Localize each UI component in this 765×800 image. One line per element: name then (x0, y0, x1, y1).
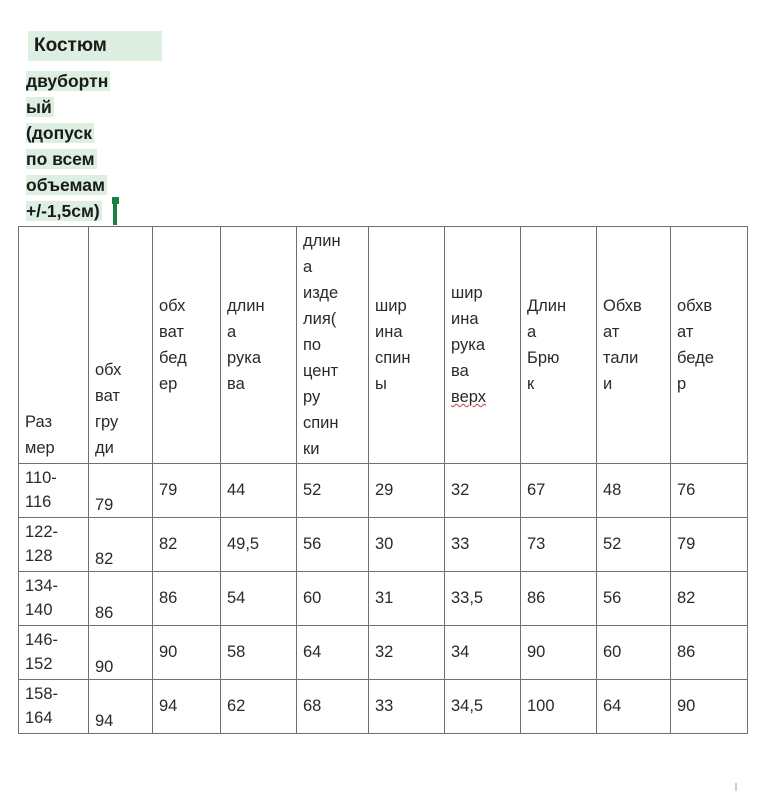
table-row (19, 572, 748, 626)
header-trouser-length: Длин а Брю к (521, 227, 597, 464)
cell-sleeve-width: 32 (445, 464, 521, 518)
cell-sleeve-width: 33 (445, 518, 521, 572)
cell-trouser-length: 86 (521, 572, 597, 626)
cell-hip: 90 (671, 680, 748, 734)
cell-sleeve-width: 34,5 (445, 680, 521, 734)
header-sleeve-width: шир ина рука ва верх (445, 227, 521, 464)
cell-sleeve-width: 34 (445, 626, 521, 680)
cell-size: 134- 140 (19, 572, 89, 626)
cell-trouser-length: 67 (521, 464, 597, 518)
cell-chest: 90 (89, 626, 153, 680)
header-sleeve-length: длин а рука ва (221, 227, 297, 464)
cell-back-width: 31 (369, 572, 445, 626)
cell-back-width: 29 (369, 464, 445, 518)
cell-hip: 82 (671, 572, 748, 626)
description-line: по всем (26, 149, 95, 169)
cell-back-width: 32 (369, 626, 445, 680)
cell-trouser-length: 100 (521, 680, 597, 734)
cell-garment-length: 56 (297, 518, 369, 572)
cell-hip-jacket: 79 (153, 464, 221, 518)
cell-back-width: 30 (369, 518, 445, 572)
cell-size: 158- 164 (19, 680, 89, 734)
header-hip: обхв ат беде р (671, 227, 748, 464)
cell-chest: 86 (89, 572, 153, 626)
cell-sleeve-length: 44 (221, 464, 297, 518)
cell-trouser-length: 90 (521, 626, 597, 680)
description-line: двубортн (26, 71, 109, 91)
cell-hip: 79 (671, 518, 748, 572)
cell-back-width: 33 (369, 680, 445, 734)
description-line: объемам (26, 175, 105, 195)
cell-trouser-length: 73 (521, 518, 597, 572)
cell-sleeve-length: 49,5 (221, 518, 297, 572)
document-title: Костюм (28, 31, 162, 61)
cell-sleeve-width: 33,5 (445, 572, 521, 626)
cell-hip-jacket: 90 (153, 626, 221, 680)
cell-garment-length: 68 (297, 680, 369, 734)
header-sleeve-width-top-word: верх (451, 388, 486, 406)
header-size: Раз мер (19, 227, 89, 464)
header-back-width: шир ина спин ы (369, 227, 445, 464)
table-row (19, 626, 748, 680)
size-table (18, 226, 748, 734)
cell-garment-length: 64 (297, 626, 369, 680)
description-line: ый (26, 97, 52, 117)
cell-hip-jacket: 94 (153, 680, 221, 734)
table-row (19, 518, 748, 572)
cell-garment-length: 52 (297, 464, 369, 518)
description-line: (допуск (26, 123, 92, 143)
cell-waist: 64 (597, 680, 671, 734)
cell-hip-jacket: 82 (153, 518, 221, 572)
cell-sleeve-length: 62 (221, 680, 297, 734)
cell-chest: 79 (89, 464, 153, 518)
table-row (19, 680, 748, 734)
text-cursor-handle[interactable] (113, 197, 117, 225)
cell-waist: 56 (597, 572, 671, 626)
cell-hip: 76 (671, 464, 748, 518)
header-hip-jacket: обх ват бед ер (153, 227, 221, 464)
table-row (19, 464, 748, 518)
header-waist: Обхв ат тали и (597, 227, 671, 464)
cell-waist: 52 (597, 518, 671, 572)
cell-size: 122- 128 (19, 518, 89, 572)
cell-garment-length: 60 (297, 572, 369, 626)
cell-sleeve-length: 58 (221, 626, 297, 680)
cell-hip-jacket: 86 (153, 572, 221, 626)
cell-chest: 94 (89, 680, 153, 734)
header-garment-length: длин а изде лия( по цент ру спин ки (297, 227, 369, 464)
cell-size: 110- 116 (19, 464, 89, 518)
cell-waist: 60 (597, 626, 671, 680)
cell-sleeve-length: 54 (221, 572, 297, 626)
header-chest: обх ват гру ди (89, 227, 153, 464)
cell-waist: 48 (597, 464, 671, 518)
decorative-mark (735, 783, 737, 791)
cell-chest: 82 (89, 518, 153, 572)
table-header-row (19, 227, 748, 464)
cell-size: 146- 152 (19, 626, 89, 680)
cell-hip: 86 (671, 626, 748, 680)
description-line: +/-1,5см) (26, 201, 100, 221)
